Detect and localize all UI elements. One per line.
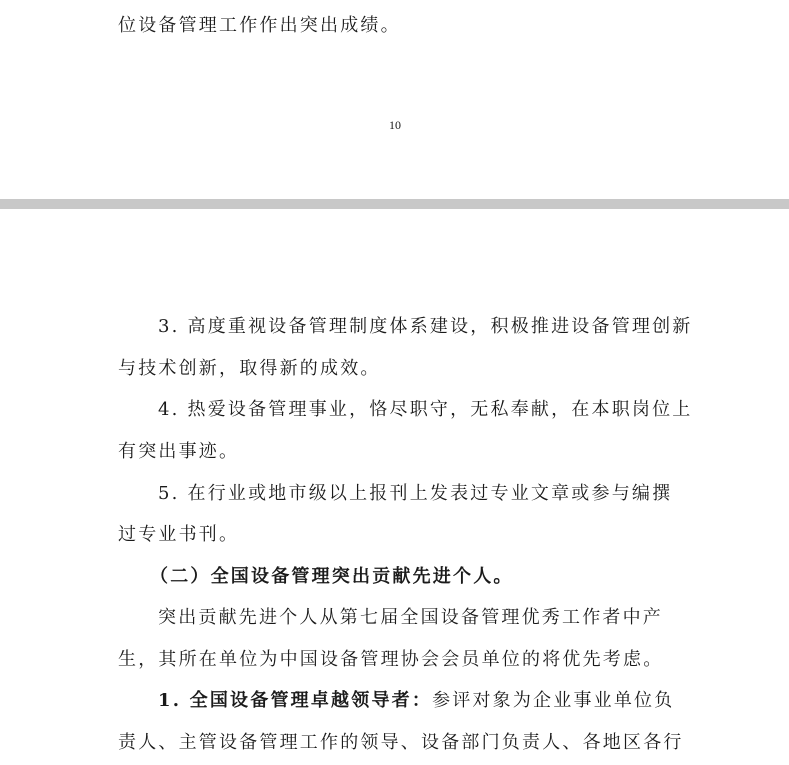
subsection-line-1 (158, 690, 674, 712)
document-page-upper (0, 0, 789, 199)
document-page-lower (0, 209, 789, 765)
list-item-4-line-2: 有突出事迹。 (118, 441, 240, 462)
list-item-4-line-1: 4. 热爱设备管理事业，恪尽职守，无私奉献，在本职岗位上 (158, 399, 693, 420)
subsection-heading: 1. 全国设备管理卓越领导者： (158, 690, 433, 711)
paragraph-line: 突出贡献先进个人从第七届全国设备管理优秀工作者中产 (158, 607, 663, 628)
page-separator (0, 199, 789, 209)
list-item-5-line-1: 5. 在行业或地市级以上报刊上发表过专业文章或参与编撰 (158, 483, 673, 504)
list-item-5-line-2: 过专业书刊。 (118, 524, 240, 545)
paragraph-line: 位设备管理工作作出突出成绩。 (118, 15, 401, 36)
list-item-3-line-2: 与技术创新，取得新的成效。 (118, 358, 381, 379)
section-heading: （二）全国设备管理突出贡献先进个人。 (150, 566, 514, 587)
paragraph-line: 生，其所在单位为中国设备管理协会会员单位的将优先考虑。 (118, 649, 664, 670)
list-item-3-line-1: 3. 高度重视设备管理制度体系建设，积极推进设备管理创新 (158, 316, 693, 337)
page-number: 10 (389, 118, 401, 132)
subsection-text: 参评对象为企业事业单位负 (432, 690, 675, 711)
subsection-line-2: 责人、主管设备管理工作的领导、设备部门负责人、各地区各行 (118, 732, 684, 753)
